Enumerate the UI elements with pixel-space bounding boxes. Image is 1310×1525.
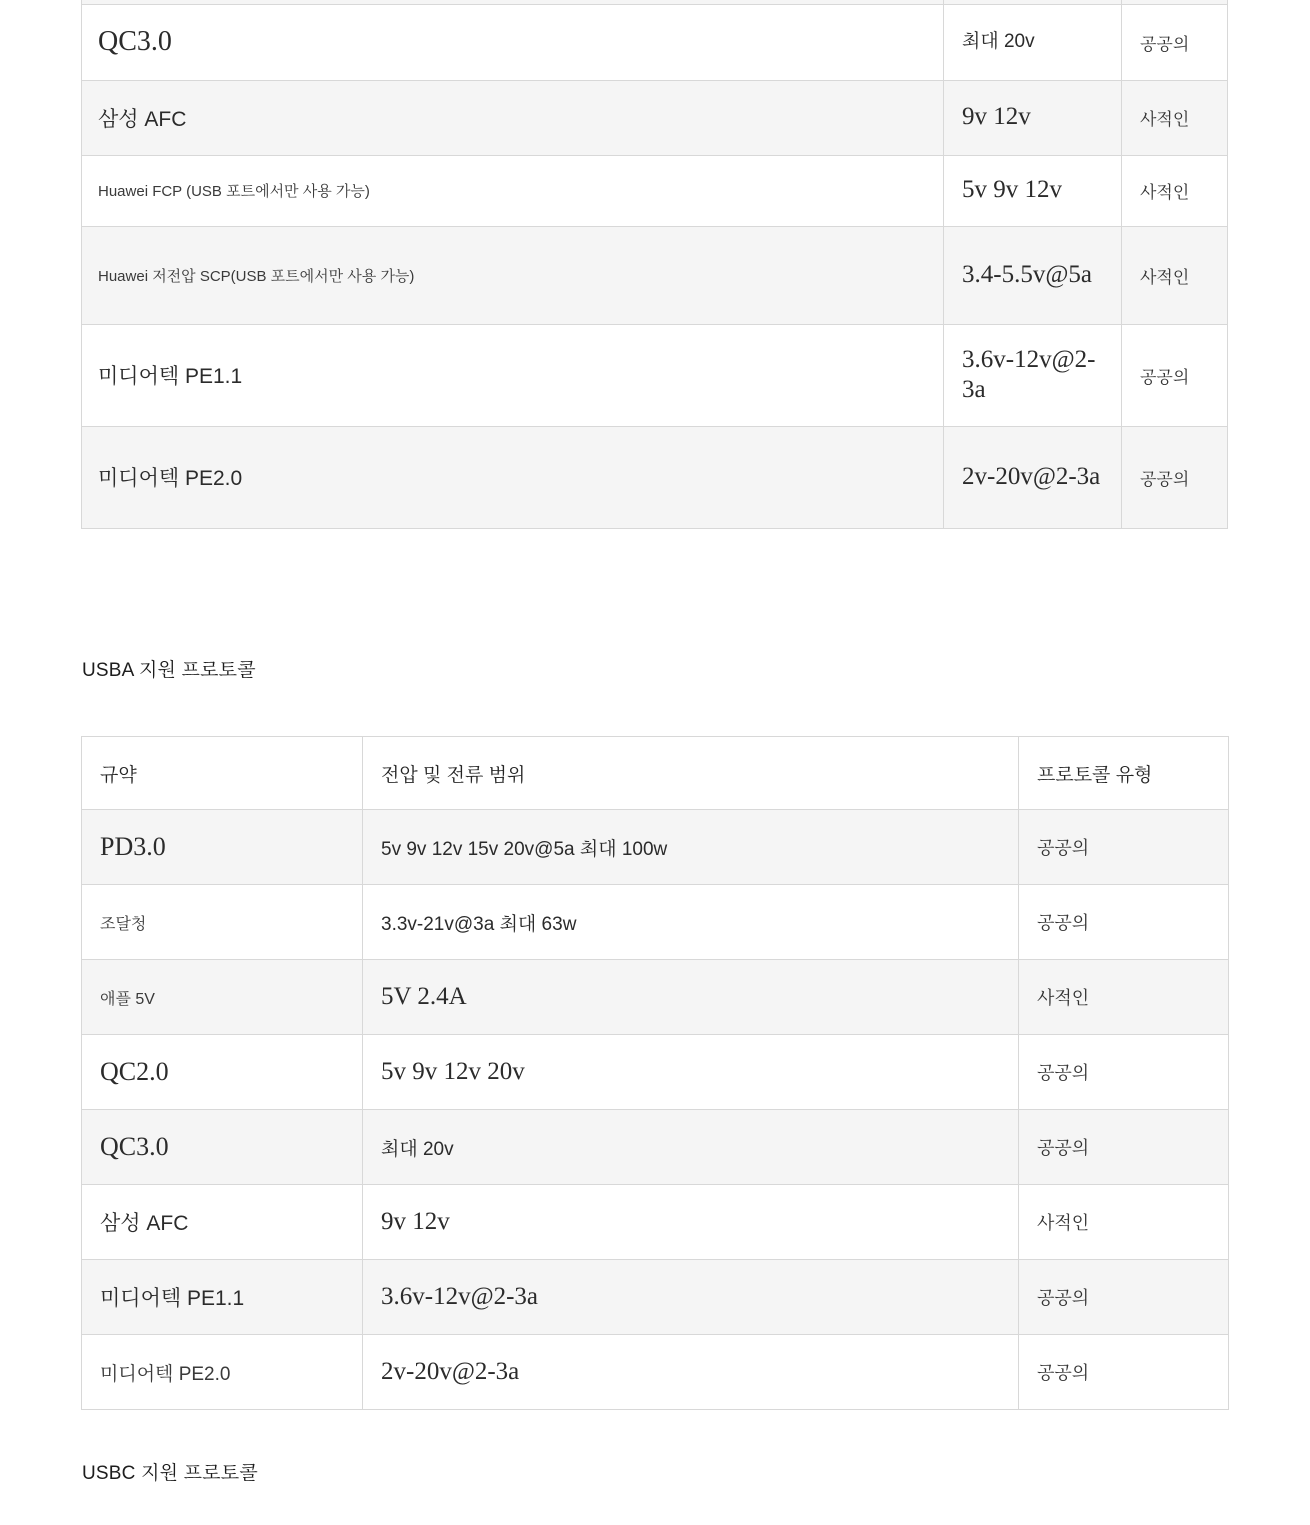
protocol-range-cell: 9v 12v bbox=[944, 80, 1122, 155]
protocol-range-cell: 5V 2.4A bbox=[363, 960, 1019, 1035]
protocol-name-cell: 미디어텍 PE2.0 bbox=[82, 426, 944, 528]
protocol-type-cell: 공공의 bbox=[1019, 1335, 1229, 1410]
protocol-range-cell: 3.3v-21v@3a 최대 63w bbox=[363, 885, 1019, 960]
protocol-type-cell: 사적인 bbox=[1019, 1185, 1229, 1260]
protocol-type-cell: 사적인 bbox=[1122, 155, 1228, 226]
protocol-name-cell: 애플 5V bbox=[82, 960, 363, 1035]
table-row bbox=[82, 4, 1228, 80]
protocol-name-cell: 삼성 AFC bbox=[82, 1185, 363, 1260]
protocol-name-cell: Huawei 저전압 SCP(USB 포트에서만 사용 가능) bbox=[82, 226, 944, 324]
protocol-table-two-container bbox=[81, 736, 1228, 1410]
protocol-range-cell: 최대 20v bbox=[944, 4, 1122, 80]
table-row bbox=[82, 885, 1229, 960]
protocol-name-cell: QC3.0 bbox=[82, 1110, 363, 1185]
protocol-name-cell: 미디어텍 PE1.1 bbox=[82, 1260, 363, 1335]
protocol-range-cell: 5v 9v 12v bbox=[944, 155, 1122, 226]
table-row bbox=[82, 1185, 1229, 1260]
protocol-range-cell: 3.4-5.5v@5a bbox=[944, 226, 1122, 324]
protocol-name-cell: QC2.0 bbox=[82, 1035, 363, 1110]
table-row bbox=[82, 1035, 1229, 1110]
column-header-range: 전압 및 전류 범위 bbox=[363, 737, 1019, 810]
protocol-type-cell: 사적인 bbox=[1122, 226, 1228, 324]
protocol-type-cell: 사적인 bbox=[1019, 960, 1229, 1035]
protocol-name-cell: Huawei FCP (USB 포트에서만 사용 가능) bbox=[82, 155, 944, 226]
table-header-row bbox=[82, 737, 1229, 810]
protocol-table-one-container bbox=[81, 0, 1227, 529]
table-row bbox=[82, 80, 1228, 155]
table-row bbox=[82, 226, 1228, 324]
table-row bbox=[82, 1260, 1229, 1335]
protocol-type-cell: 공공의 bbox=[1019, 1035, 1229, 1110]
table-row bbox=[82, 1335, 1229, 1410]
table-row bbox=[82, 960, 1229, 1035]
protocol-range-cell: 2v-20v@2-3a bbox=[944, 426, 1122, 528]
protocol-range-cell: 5v 9v 12v 15v 20v@5a 최대 100w bbox=[363, 810, 1019, 885]
protocol-type-cell: 공공의 bbox=[1019, 885, 1229, 960]
protocol-type-cell: 공공의 bbox=[1019, 810, 1229, 885]
protocol-range-cell: 3.6v-12v@2-3a bbox=[944, 324, 1122, 426]
table-row bbox=[82, 426, 1228, 528]
protocol-type-cell: 공공의 bbox=[1019, 1110, 1229, 1185]
protocol-type-cell: 공공의 bbox=[1122, 4, 1228, 80]
table-row bbox=[82, 810, 1229, 885]
column-header-protocol: 규약 bbox=[82, 737, 363, 810]
protocol-range-cell: 최대 20v bbox=[363, 1110, 1019, 1185]
protocol-type-cell: 공공의 bbox=[1122, 324, 1228, 426]
protocol-range-cell: 3.6v-12v@2-3a bbox=[363, 1260, 1019, 1335]
protocol-name-cell: 삼성 AFC bbox=[82, 80, 944, 155]
protocol-type-cell: 공공의 bbox=[1122, 426, 1228, 528]
protocol-range-cell: 2v-20v@2-3a bbox=[363, 1335, 1019, 1410]
protocol-name-cell: 미디어텍 PE1.1 bbox=[82, 324, 944, 426]
section-caption-usbc: USBC 지원 프로토콜 bbox=[82, 1463, 258, 1484]
protocol-range-cell: 5v 9v 12v 20v bbox=[363, 1035, 1019, 1110]
protocol-range-cell: 9v 12v bbox=[363, 1185, 1019, 1260]
protocol-name-cell: 조달청 bbox=[82, 885, 363, 960]
protocol-name-cell: 미디어텍 PE2.0 bbox=[82, 1335, 363, 1410]
table-row bbox=[82, 155, 1228, 226]
protocol-table-two bbox=[81, 736, 1229, 1410]
protocol-table-one bbox=[81, 0, 1228, 529]
protocol-name-cell: PD3.0 bbox=[82, 810, 363, 885]
section-caption-usba: USBA 지원 프로토콜 bbox=[82, 660, 256, 681]
protocol-name-cell: QC3.0 bbox=[82, 4, 944, 80]
column-header-type: 프로토콜 유형 bbox=[1019, 737, 1229, 810]
protocol-type-cell: 사적인 bbox=[1122, 80, 1228, 155]
table-row bbox=[82, 324, 1228, 426]
table-row bbox=[82, 1110, 1229, 1185]
protocol-type-cell: 공공의 bbox=[1019, 1260, 1229, 1335]
